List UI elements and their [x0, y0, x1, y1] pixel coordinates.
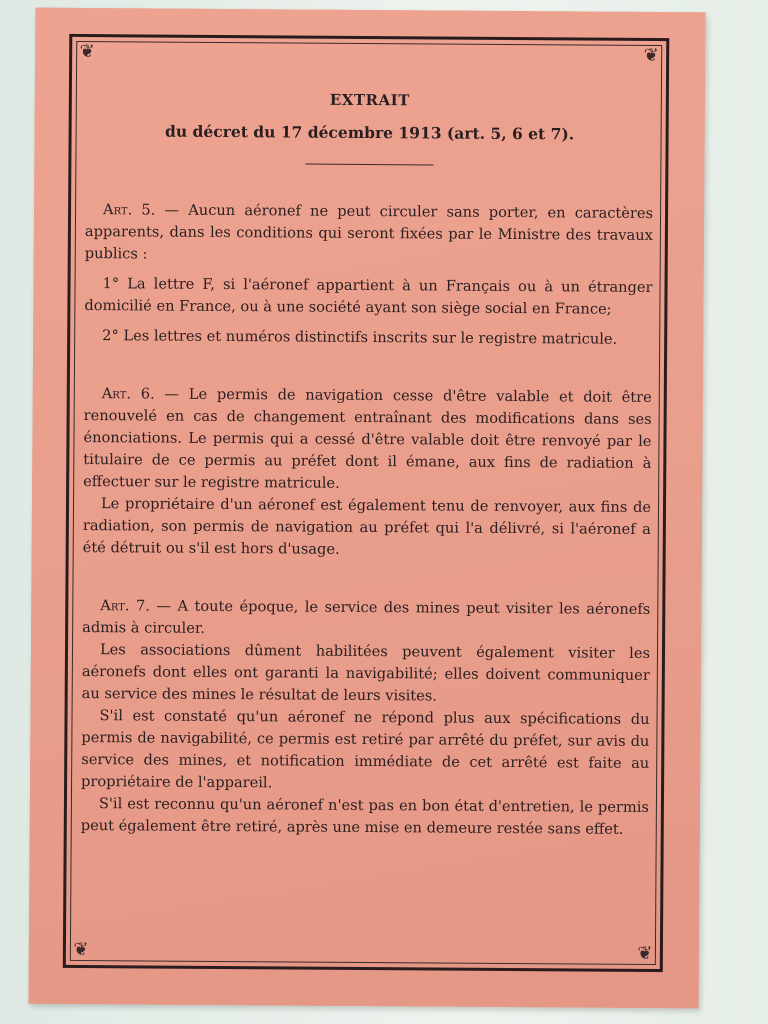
article-5 [84, 199, 653, 351]
article-label: Art. 5. [103, 201, 156, 219]
corner-ornament-icon: ❦ [637, 942, 653, 965]
article-paragraph: Le propriétaire d'un aéronef est également tenu de renvoyer, aux fins de radiation, son permis de navigation au préfet qui l'a délivré, si l'aéronef a été détruit ou s'il est hors d'usage. [82, 495, 652, 558]
corner-ornament-icon: ❦ [73, 938, 89, 961]
article-text: — Le permis de navigation cesse d'être valable et doit être renouvelé en cas de changement entraînant des modifications dans ses énonciations. Le permis qui a cessé d'être valable doit être renvoyé par le titulaire de ce permis au préfet dont il émane, aux fins de radiation à effectuer sur le registre matricule. [83, 385, 652, 492]
article-paragraph: 2° Les lettres et numéros distinctifs inscrits sur le registre matricule. [102, 327, 618, 348]
article-paragraph: S'il est reconnu qu'un aéronef n'est pas en bon état d'entretien, le permis peut également être retiré, après une mise en demeure restée sans effet. [80, 795, 649, 838]
article-7 [81, 595, 651, 841]
article-text: — A toute époque, le service des mines peut visiter les aéronefs admis à circuler. [82, 597, 651, 637]
document-card [29, 8, 706, 1009]
article-paragraph [85, 199, 653, 269]
article-6 [83, 383, 652, 563]
article-paragraph: Les associations dûment habilitées peuvent également visiter les aéronefs dont elles ont garanti la navigabilité; elles doivent communiquer au service des mines le résultat de leurs visites. [81, 641, 651, 705]
article-label: Art. 7. [100, 597, 150, 615]
document-content [81, 89, 654, 841]
corner-ornament-icon: ❦ [79, 40, 95, 63]
article-paragraph: 1° La lettre F, si l'aéronef appartient à un Français ou à un étranger domicilié en France, ou à une société ayant son siège social en France; [84, 275, 653, 318]
title-divider [305, 164, 433, 166]
corner-ornament-icon: ❦ [643, 44, 659, 67]
document-frame [63, 34, 670, 972]
article-label: Art. 6. [101, 385, 155, 403]
article-paragraph [83, 383, 652, 497]
article-text: — Aucun aéronef ne peut circuler sans porter, en caractères apparents, dans les conditions qui seront fixées par le Ministre des travaux publics : [84, 201, 654, 263]
document-subtitle: du décret du 17 décembre 1913 (art. 5, 6 et 7). [165, 121, 575, 144]
document-title: EXTRAIT [329, 90, 410, 110]
article-paragraph [82, 595, 650, 643]
article-paragraph: S'il est constaté qu'un aéronef ne répond plus aux spécifications du permis de navigabilité, ce permis est retiré par arrêté du préfet, sur avis du service des mines, et notification immédiate de cet arrêté est faite au propriétaire de l'appareil. [81, 707, 650, 792]
